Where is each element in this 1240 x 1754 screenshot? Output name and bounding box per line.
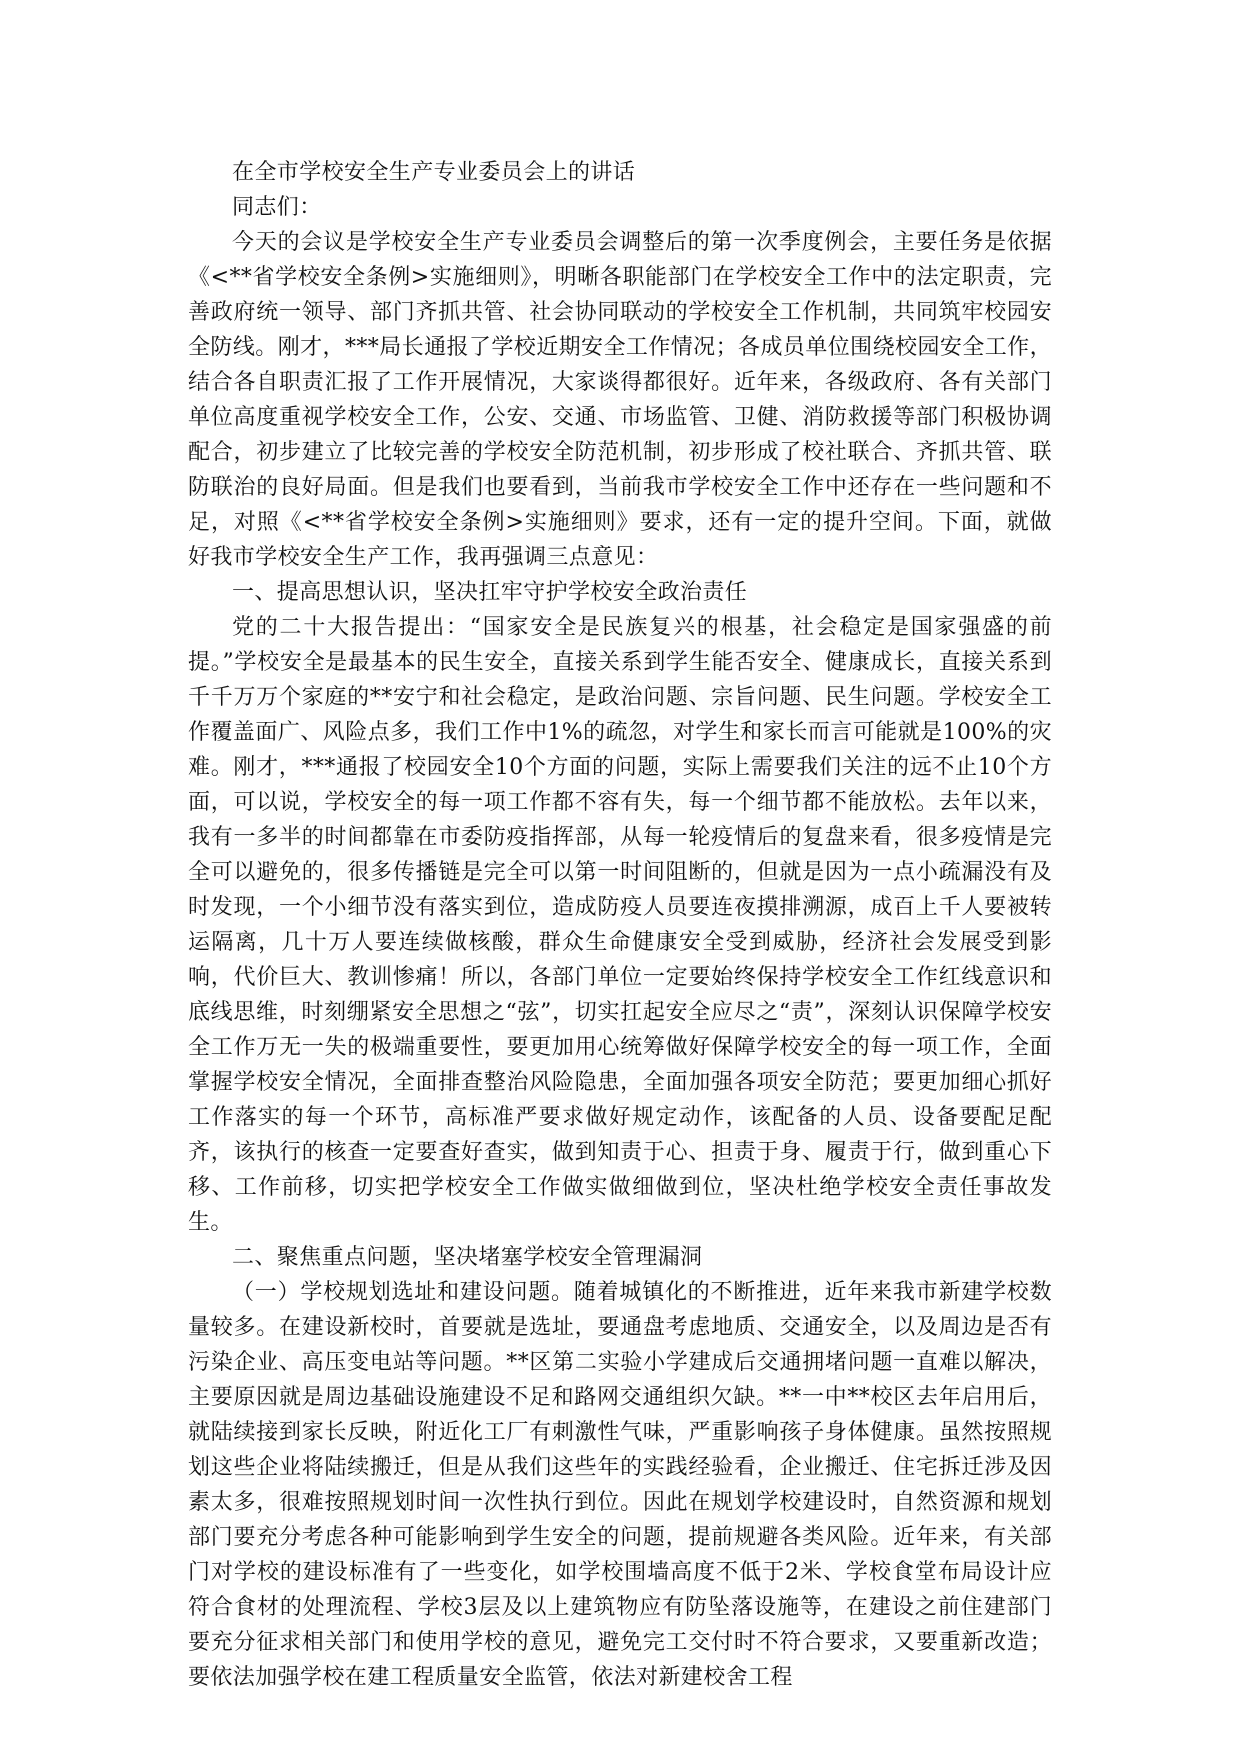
section-heading-1: 一、提高思想认识，坚决扛牢守护学校安全政治责任 xyxy=(232,580,748,605)
paragraph-intro: 今天的会议是学校安全生产专业委员会调整后的第一次季度例会，主要任务是依据《<**省学校安全条例>实施细则》，明晰各职能部门在学校安全工作中的法定职责，完善政府统一领导、部门齐抓共管、社会协同联动的学校安全工作机制，共同筑牢校园安全防线。刚才，***局长通报了学校近期安全工作情况；各成员单位围绕校园安全工作，结合各自职责汇报了工作开展情况，大家谈得都很好。近年来，各级政府、各有关部门单位高度重视学校安全工作，公安、交通、市场监管、卫健、消防救援等部门积极协调配合，初步建立了比较完善的学校安全防范机制，初步形成了校社联合、齐抓共管、联防联治的良好局面。但是我们也要看到，当前我市学校安全工作中还存在一些问题和不足，对照《<**省学校安全条例>实施细则》要求，还有一定的提升空间。下面，就做好我市学校安全生产工作，我再强调三点意见： xyxy=(188,230,1052,570)
paragraph-section-1: 党的二十大报告提出：“国家安全是民族复兴的根基，社会稳定是国家强盛的前提。”学校安全是最基本的民生安全，直接关系到学生能否安全、健康成长，直接关系到千千万万个家庭的**安宁和社会稳定，是政治问题、宗旨问题、民生问题。学校安全工作覆盖面广、风险点多，我们工作中1%的疏忽，对学生和家长而言可能就是100%的灾难。刚才，***通报了校园安全10个方面的问题，实际上需要我们关注的远不止10个方面，可以说，学校安全的每一项工作都不容有失，每一个细节都不能放松。去年以来，我有一多半的时间都靠在市委防疫指挥部，从每一轮疫情后的复盘来看，很多疫情是完全可以避免的，很多传播链是完全可以第一时间阻断的，但就是因为一点小疏漏没有及时发现，一个小细节没有落实到位，造成防疫人员要连夜摸排溯源，成百上千人要被转运隔离，几十万人要连续做核酸，群众生命健康安全受到威胁，经济社会发展受到影响，代价巨大、教训惨痛！所以，各部门单位一定要始终保持学校安全工作红线意识和底线思维，时刻绷紧安全思想之“弦”，切实扛起安全应尽之“责”，深刻认识保障学校安全工作万无一失的极端重要性，要更加用心统筹做好保障学校安全的每一项工作，全面掌握学校安全情况，全面排查整治风险隐患，全面加强各项安全防范；要更加细心抓好工作落实的每一个环节，高标准严要求做好规定动作，该配备的人员、设备要配足配齐，该执行的核查一定要查好查实，做到知责于心、担责于身、履责于行，做到重心下移、工作前移，切实把学校安全工作做实做细做到位，坚决杜绝学校安全责任事故发生。 xyxy=(188,615,1052,1235)
salutation: 同志们： xyxy=(232,195,322,220)
section-heading-2: 二、聚焦重点问题，坚决堵塞学校安全管理漏洞 xyxy=(232,1245,703,1270)
document-page xyxy=(188,155,1052,1695)
document-title: 在全市学校安全生产专业委员会上的讲话 xyxy=(232,160,636,185)
paragraph-section-2-item-1: （一）学校规划选址和建设问题。随着城镇化的不断推进，近年来我市新建学校数量较多。在建设新校时，首要就是选址，要通盘考虑地质、交通安全，以及周边是否有污染企业、高压变电站等问题。**区第二实验小学建成后交通拥堵问题一直难以解决，主要原因就是周边基础设施建设不足和路网交通组织欠缺。**一中**校区去年启用后，就陆续接到家长反映，附近化工厂有刺激性气味，严重影响孩子身体健康。虽然按照规划这些企业将陆续搬迁，但是从我们这些年的实践经验看，企业搬迁、住宅拆迁涉及因素太多，很难按照规划时间一次性执行到位。因此在规划学校建设时，自然资源和规划部门要充分考虑各种可能影响到学生安全的问题，提前规避各类风险。近年来，有关部门对学校的建设标准有了一些变化，如学校围墙高度不低于2米、学校食堂布局设计应符合食材的处理流程、学校3层及以上建筑物应有防坠落设施等，在建设之前住建部门要充分征求相关部门和使用学校的意见，避免完工交付时不符合要求，又要重新改造；要依法加强学校在建工程质量安全监管，依法对新建校舍工程 xyxy=(188,1280,1052,1690)
